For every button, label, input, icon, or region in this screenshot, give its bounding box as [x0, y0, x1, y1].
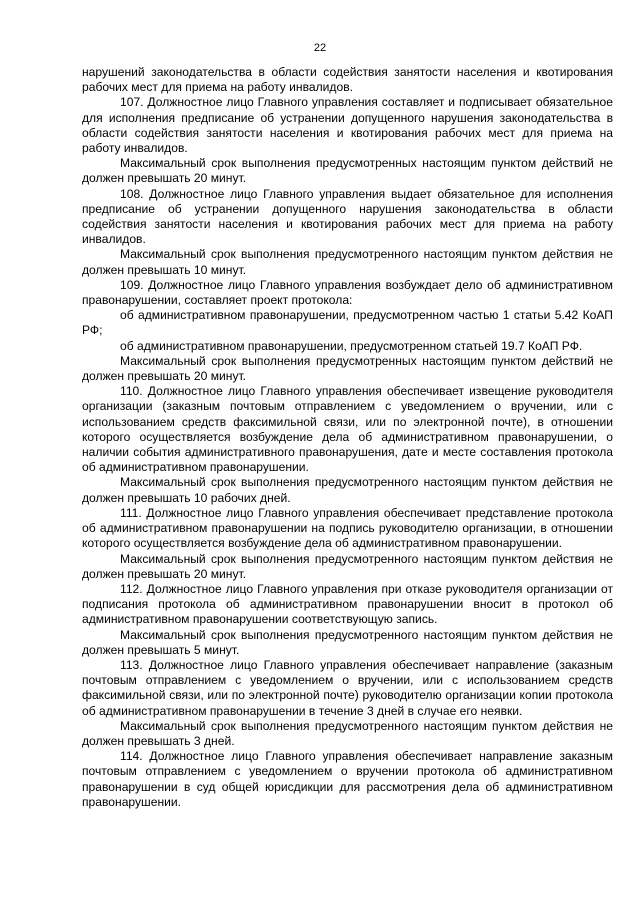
paragraph-108: 108. Должностное лицо Главного управления выдает обязательное для исполнения предписание об устранении допущенного нарушения законодательства в области содействия занятости населения и квотирования рабочих мест для приема на работу инвалидов. [82, 186, 613, 247]
paragraph-107: 107. Должностное лицо Главного управления составляет и подписывает обязательное для исполнения предписание об устранении допущенного нарушения законодательства в области содействия занятости населения и квотирования рабочих мест для приема на работу инвалидов. [82, 95, 613, 156]
paragraph-107-deadline: Максимальный срок выполнения предусмотренных настоящим пунктом действий не должен превышать 20 минут. [82, 156, 613, 186]
paragraph-continuation: нарушений законодательства в области содействия занятости населения и квотирования рабочих мест для приема на работу инвалидов. [82, 65, 613, 95]
paragraph-109-deadline: Максимальный срок выполнения предусмотренных настоящим пунктом действий не должен превышать 20 минут. [82, 353, 613, 384]
paragraph-109-item-1: об административном правонарушении, предусмотренном частью 1 статьи 5.42 КоАП РФ; [82, 308, 613, 338]
document-body [82, 65, 613, 810]
paragraph-109: 109. Должностное лицо Главного управления возбуждает дело об административном правонарушении, составляет проект протокола: [82, 277, 613, 308]
paragraph-109-item-2: об административном правонарушении, предусмотренном статьей 19.7 КоАП РФ. [120, 338, 583, 353]
page-number: 22 [313, 42, 327, 54]
paragraph-112: 112. Должностное лицо Главного управления при отказе руководителя организации от подписания протокола об административном правонарушении вносит в протокол об административном правонарушении соответствующую запись. [82, 581, 613, 627]
paragraph-111-deadline: Максимальный срок выполнения предусмотренного настоящим пунктом действия не должен превышать 20 минут. [82, 551, 613, 581]
paragraph-113: 113. Должностное лицо Главного управления обеспечивает направление (заказным почтовым отправлением с уведомлением о вручении, или с использованием средств факсимильной связи, или по электронной почте) руководителю организации копии протокола об административном правонарушении в течение 3 дней в случае его неявки. [82, 657, 613, 718]
paragraph-112-deadline: Максимальный срок выполнения предусмотренного настоящим пунктом действия не должен превышать 5 минут. [82, 627, 613, 657]
paragraph-113-deadline: Максимальный срок выполнения предусмотренного настоящим пунктом действия не должен превышать 3 дней. [82, 718, 613, 748]
paragraph-110-deadline: Максимальный срок выполнения предусмотренного настоящим пунктом действия не должен превышать 10 рабочих дней. [82, 475, 613, 505]
paragraph-110: 110. Должностное лицо Главного управления обеспечивает извещение руководителя организации (заказным почтовым отправлением с уведомлением о вручении, или с использованием средств факсимильной связи, или по электронной почте), в отношении которого осуществляется возбуждение дела об административном правонарушении, о наличии события административного правонарушения, дате и месте составления протокола об административном правонарушении. [82, 384, 613, 475]
paragraph-114: 114. Должностное лицо Главного управления обеспечивает направление заказным почтовым отправлением с уведомлением о вручении протокола об административном правонарушении в суд общей юрисдикции для рассмотрения дела об административном правонарушении. [82, 749, 613, 809]
paragraph-111: 111. Должностное лицо Главного управления обеспечивает представление протокола об административном правонарушении на подпись руководителю организации, в отношении которого осуществляется возбуждение дела об административном правонарушении. [82, 505, 613, 551]
paragraph-108-deadline: Максимальный срок выполнения предусмотренного настоящим пунктом действия не должен превышать 10 минут. [82, 247, 613, 277]
